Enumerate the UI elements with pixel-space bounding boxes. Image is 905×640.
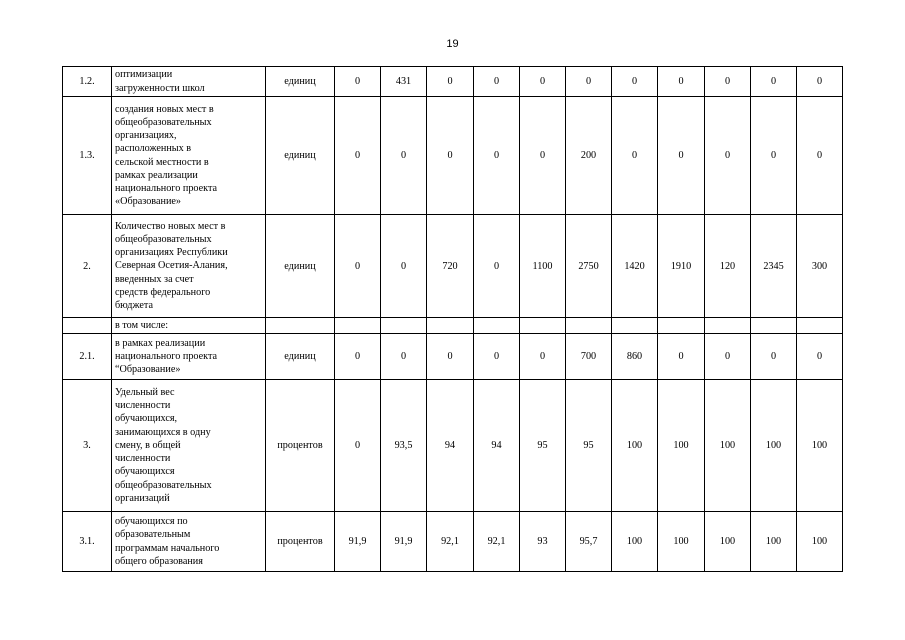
value-cell: 91,9	[381, 512, 427, 572]
description-line: организациях Республики	[115, 247, 228, 259]
page-number: 19	[446, 38, 459, 50]
table-row	[63, 512, 843, 572]
value-cell: 0	[335, 334, 381, 380]
indicators-table	[62, 66, 843, 572]
description-line: оптимизации	[115, 69, 173, 81]
table-row	[63, 380, 843, 512]
value-cell: 0	[335, 67, 381, 97]
row-id: 1.2.	[63, 67, 112, 97]
value-cell: 1100	[520, 215, 566, 318]
value-cell: 93	[520, 512, 566, 572]
row-unit: единиц	[266, 215, 335, 318]
description-line: обучающихся,	[115, 413, 178, 425]
value-cell: 0	[474, 334, 520, 380]
value-cell: 431	[381, 67, 427, 97]
table-row	[63, 215, 843, 318]
value-cell: 0	[705, 67, 751, 97]
value-cell: 1910	[658, 215, 705, 318]
value-cell: 0	[381, 97, 427, 215]
description-line: «Образование»	[115, 196, 182, 208]
value-cell: 0	[658, 67, 705, 97]
description-line: общеобразовательных	[115, 479, 212, 491]
row-id	[63, 318, 112, 334]
description-line: Северная Осетия-Алания,	[115, 260, 228, 272]
description-line: общеобразовательных	[115, 233, 212, 245]
value-cell	[705, 318, 751, 334]
value-cell: 91,9	[335, 512, 381, 572]
value-cell: 0	[751, 97, 797, 215]
row-unit	[266, 318, 335, 334]
value-cell: 0	[566, 67, 612, 97]
description-line: рамках реализации	[115, 169, 198, 181]
description-line: численности	[115, 400, 171, 412]
description-line: занимающихся в одну	[115, 426, 211, 438]
description-line: средств федерального	[115, 286, 211, 298]
description-line: общеобразовательных	[115, 116, 212, 128]
description-line: национального проекта	[115, 350, 218, 362]
description-line: организациях,	[115, 130, 177, 142]
value-cell: 2750	[566, 215, 612, 318]
value-cell: 0	[427, 334, 474, 380]
value-cell: 0	[658, 97, 705, 215]
value-cell: 95	[566, 380, 612, 512]
description-line: общего образования	[115, 555, 203, 567]
description-line: в том числе:	[115, 319, 169, 331]
value-cell	[520, 318, 566, 334]
value-cell: 0	[705, 97, 751, 215]
value-cell: 100	[797, 380, 843, 512]
value-cell: 0	[612, 97, 658, 215]
value-cell	[751, 318, 797, 334]
value-cell: 0	[474, 67, 520, 97]
value-cell: 100	[751, 380, 797, 512]
value-cell: 0	[335, 215, 381, 318]
description-line: образовательным	[115, 529, 191, 541]
value-cell: 0	[520, 67, 566, 97]
description-line: численности	[115, 453, 171, 465]
value-cell: 100	[705, 380, 751, 512]
value-cell: 95	[520, 380, 566, 512]
description-line: расположенных в	[115, 143, 192, 155]
description-line: программам начального	[115, 542, 220, 554]
value-cell: 100	[658, 380, 705, 512]
value-cell: 860	[612, 334, 658, 380]
table-row	[63, 334, 843, 380]
row-id: 2.	[63, 215, 112, 318]
value-cell: 1420	[612, 215, 658, 318]
row-id: 1.3.	[63, 97, 112, 215]
description-line: в рамках реализации	[115, 337, 206, 349]
value-cell: 0	[381, 334, 427, 380]
value-cell: 92,1	[427, 512, 474, 572]
value-cell: 0	[335, 380, 381, 512]
value-cell: 0	[658, 334, 705, 380]
value-cell: 0	[797, 97, 843, 215]
value-cell: 100	[751, 512, 797, 572]
row-unit: процентов	[266, 380, 335, 512]
value-cell: 0	[751, 334, 797, 380]
value-cell: 0	[612, 67, 658, 97]
row-id: 2.1.	[63, 334, 112, 380]
row-description	[112, 380, 266, 512]
row-description	[112, 67, 266, 97]
value-cell: 120	[705, 215, 751, 318]
value-cell	[566, 318, 612, 334]
value-cell: 0	[427, 97, 474, 215]
value-cell: 0	[520, 334, 566, 380]
description-line: организаций	[115, 492, 170, 504]
row-id: 3.	[63, 380, 112, 512]
description-line: бюджета	[115, 300, 153, 311]
description-line: обучающихся	[115, 466, 175, 478]
value-cell: 100	[658, 512, 705, 572]
row-unit: единиц	[266, 334, 335, 380]
description-line: введенных за счет	[115, 273, 194, 285]
value-cell: 0	[381, 215, 427, 318]
value-cell: 0	[751, 67, 797, 97]
table-row	[63, 97, 843, 215]
value-cell: 93,5	[381, 380, 427, 512]
value-cell	[427, 318, 474, 334]
row-description	[112, 334, 266, 380]
description-line: создания новых мест в	[115, 103, 214, 115]
value-cell: 200	[566, 97, 612, 215]
value-cell: 100	[797, 512, 843, 572]
value-cell: 0	[474, 215, 520, 318]
value-cell: 94	[474, 380, 520, 512]
value-cell: 300	[797, 215, 843, 318]
value-cell: 0	[520, 97, 566, 215]
value-cell: 0	[797, 334, 843, 380]
description-line: сельской местности в	[115, 156, 209, 168]
value-cell: 95,7	[566, 512, 612, 572]
value-cell	[658, 318, 705, 334]
row-description	[112, 512, 266, 572]
value-cell: 94	[427, 380, 474, 512]
row-description	[112, 215, 266, 318]
value-cell: 0	[797, 67, 843, 97]
description-line: “Образование»	[115, 364, 181, 376]
description-line: смену, в общей	[115, 439, 181, 451]
row-description	[112, 318, 266, 334]
description-line: Удельный вес	[115, 387, 175, 399]
value-cell: 720	[427, 215, 474, 318]
table-body	[63, 67, 843, 572]
value-cell: 0	[427, 67, 474, 97]
value-cell: 92,1	[474, 512, 520, 572]
value-cell: 100	[612, 512, 658, 572]
description-line: загруженности школ	[115, 82, 205, 94]
value-cell	[797, 318, 843, 334]
value-cell: 100	[612, 380, 658, 512]
value-cell: 0	[474, 97, 520, 215]
row-unit: процентов	[266, 512, 335, 572]
value-cell: 0	[705, 334, 751, 380]
value-cell	[335, 318, 381, 334]
value-cell	[612, 318, 658, 334]
description-line: национального проекта	[115, 182, 218, 194]
value-cell: 700	[566, 334, 612, 380]
value-cell: 100	[705, 512, 751, 572]
row-id: 3.1.	[63, 512, 112, 572]
description-line: Количество новых мест в	[115, 220, 226, 232]
value-cell: 0	[335, 97, 381, 215]
value-cell	[474, 318, 520, 334]
row-unit: единиц	[266, 97, 335, 215]
row-unit: единиц	[266, 67, 335, 97]
value-cell: 2345	[751, 215, 797, 318]
table-row	[63, 318, 843, 334]
row-description	[112, 97, 266, 215]
description-line: обучающихся по	[115, 516, 188, 528]
table-row	[63, 67, 843, 97]
value-cell	[381, 318, 427, 334]
